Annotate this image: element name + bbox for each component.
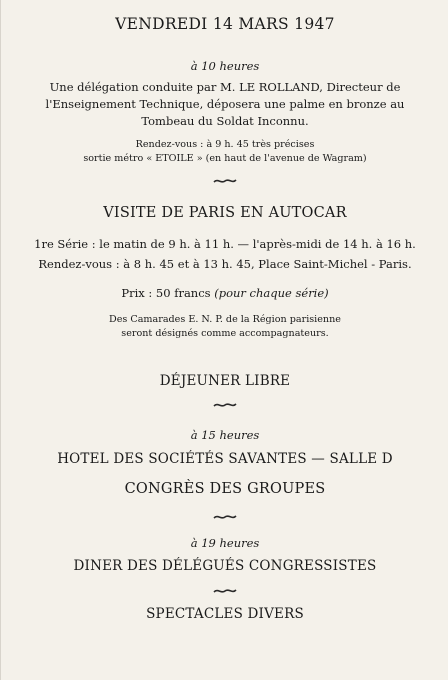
prix-note: (pour chaque série) — [214, 286, 329, 300]
rdv-line-1: Rendez-vous : à 9 h. 45 très précises — [135, 139, 315, 150]
spectacles-heading: SPECTACLES DIVERS — [146, 606, 304, 622]
time-10h: à 10 heures — [190, 59, 260, 73]
venue-heading: HOTEL DES SOCIÉTÉS SAVANTES — SALLE D — [57, 451, 393, 467]
dejeuner-heading: DÉJEUNER LIBRE — [159, 373, 291, 389]
congres-heading: CONGRÈS DES GROUPES — [124, 481, 326, 497]
serie-line: 1re Série : le matin de 9 h. à 11 h. — l'après-midi de 14 h. à 16 h. — [34, 237, 416, 251]
diner-heading: DINER DES DÉLÉGUÉS CONGRESSISTES — [73, 558, 377, 574]
delegation-line-3: Tombeau du Soldat Inconnu. — [141, 114, 309, 128]
tilde-ornament-icon — [213, 588, 237, 594]
tilde-ornament-icon — [213, 178, 237, 184]
camarades-line-1: Des Camarades E. N. P. de la Région parisienne — [109, 314, 341, 325]
visite-rdv-line: Rendez-vous : à 8 h. 45 et à 13 h. 45, Place Saint-Michel - Paris. — [38, 257, 412, 271]
delegation-line-2: l'Enseignement Technique, déposera une palme en bronze au — [45, 97, 405, 111]
prix-text: Prix : 50 francs — [121, 286, 211, 300]
tilde-ornament-icon — [213, 514, 237, 520]
friday-heading: VENDREDI 14 MARS 1947 — [115, 15, 335, 33]
time-19h: à 19 heures — [190, 536, 260, 550]
delegation-line-1: Une délégation conduite par M. LE ROLLAND, Directeur de — [49, 80, 401, 94]
rdv-line-2: sortie métro « ETOILE » (en haut de l'avenue de Wagram) — [83, 153, 367, 164]
camarades-line-2: seront désignés comme accompagnateurs. — [121, 328, 329, 339]
visite-heading: VISITE DE PARIS EN AUTOCAR — [103, 205, 347, 221]
prix-line — [1, 286, 448, 300]
tilde-ornament-icon — [213, 402, 237, 408]
time-15h: à 15 heures — [190, 428, 260, 442]
